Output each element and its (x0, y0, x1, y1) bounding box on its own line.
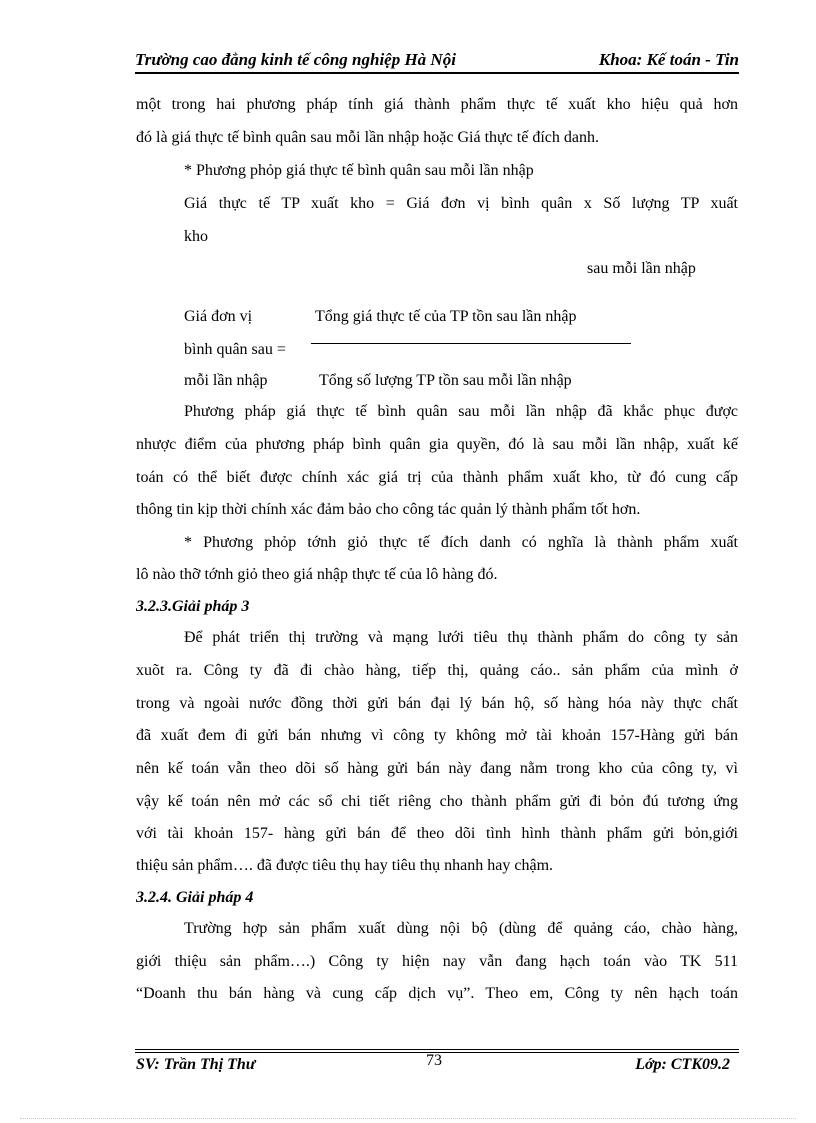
text-line: sau mỗi lần nhập (587, 260, 696, 277)
text-line: đó là giá thực tế bình quân sau mỗi lần nhập hoặc Giá thực tế đích danh. (136, 129, 599, 146)
fraction-label: bình quân sau = (184, 341, 286, 358)
formula-line: Giá thực tế TP xuất kho = Giá đơn vị bình quân x Số lượng TP xuất (184, 195, 738, 212)
fraction-label: mỗi lần nhập (184, 372, 268, 389)
text-line: thông tin kịp thời chính xác đảm bảo cho công tác quản lý thành phẩm tốt hơn. (136, 501, 641, 518)
text-line: một trong hai phương pháp tính giá thành phẩm thực tế xuất kho hiệu quả hơn (136, 96, 738, 113)
text-line: xuõt ra. Công ty đã đi chào hàng, tiếp thị, quảng cáo.. sản phẩm của mình ở (136, 662, 738, 679)
text-line: Trường hợp sản phẩm xuất dùng nội bộ (dùng để quảng cáo, chào hàng, (184, 920, 738, 937)
text-line: Phương pháp giá thực tế bình quân sau mỗi lần nhập đã khắc phục được (184, 403, 738, 420)
text-line: “Doanh thu bán hàng và cung cấp dịch vụ”. Theo em, Công ty nên hạch toán (136, 985, 738, 1002)
section-heading: 3.2.3.Giải pháp 3 (136, 598, 250, 615)
text-line: lô nào thỡ tớnh giỏ theo giá nhập thực tế của lô hàng đó. (136, 566, 498, 583)
page-number: 73 (426, 1052, 442, 1069)
text-line: * Phương phỏp tớnh giỏ thực tế đích danh có nghĩa là thành phẩm xuất (184, 534, 738, 551)
text-line: * Phương phỏp giá thực tế bình quân sau mỗi lần nhập (184, 162, 534, 179)
text-line: kho (184, 228, 208, 245)
footer-class: Lớp: CTK09.2 (635, 1056, 730, 1073)
fraction-label: Giá đơn vị (184, 308, 253, 325)
footer-student: SV: Trần Thị Thư (136, 1056, 256, 1073)
text-line: toán có thể biết được chính xác giá trị của thành phẩm xuất kho, từ đó cung cấp (136, 469, 738, 486)
section-heading: 3.2.4. Giải pháp 4 (136, 889, 254, 906)
text-line: Để phát triển thị trường và mạng lưới tiêu thụ thành phẩm do công ty sản (184, 629, 738, 646)
header-rule (135, 72, 739, 74)
header-school: Trường cao đẳng kinh tế công nghiệp Hà Nội (135, 50, 456, 69)
page-header (135, 48, 739, 72)
page-edge-divider (20, 1118, 796, 1119)
text-line: trong và ngoài nước đồng thời gửi bán đại lý bán hộ, số hàng hóa này thực chất (136, 695, 738, 712)
text-line: đã xuất đem đi gửi bán nhưng vì công ty không mở tài khoản 157-Hàng gửi bán (136, 727, 738, 744)
text-line: giới thiệu sản phẩm….) Công ty hiện nay vẫn đang hạch toán vào TK 511 (136, 953, 738, 970)
text-line: nên kế toán vẫn theo dõi số hàng gửi bán này đang nằm trong kho của công ty, vì (136, 760, 738, 777)
fraction-numerator: Tổng giá thực tế của TP tồn sau lần nhập (315, 308, 577, 325)
text-line: vậy kế toán nên mở các sổ chi tiết riêng cho thành phẩm gửi đi bỏn đú tương ứng (136, 793, 738, 810)
fraction-denominator: Tổng số lượng TP tồn sau mỗi lần nhập (319, 372, 572, 389)
text-line: thiệu sản phẩm…. đã được tiêu thụ hay tiêu thụ nhanh hay chậm. (136, 857, 554, 874)
header-department: Khoa: Kế toán - Tin (598, 50, 739, 69)
footer-rule (135, 1049, 739, 1050)
text-line: nhược điểm của phương pháp bình quân gia quyền, đó là sau mỗi lần nhập, xuất kế (136, 436, 738, 453)
text-line: với tài khoản 157- hàng gửi bán để theo dõi tình hình thành phẩm gửi bỏn,giới (136, 825, 738, 842)
fraction-bar (311, 343, 631, 344)
